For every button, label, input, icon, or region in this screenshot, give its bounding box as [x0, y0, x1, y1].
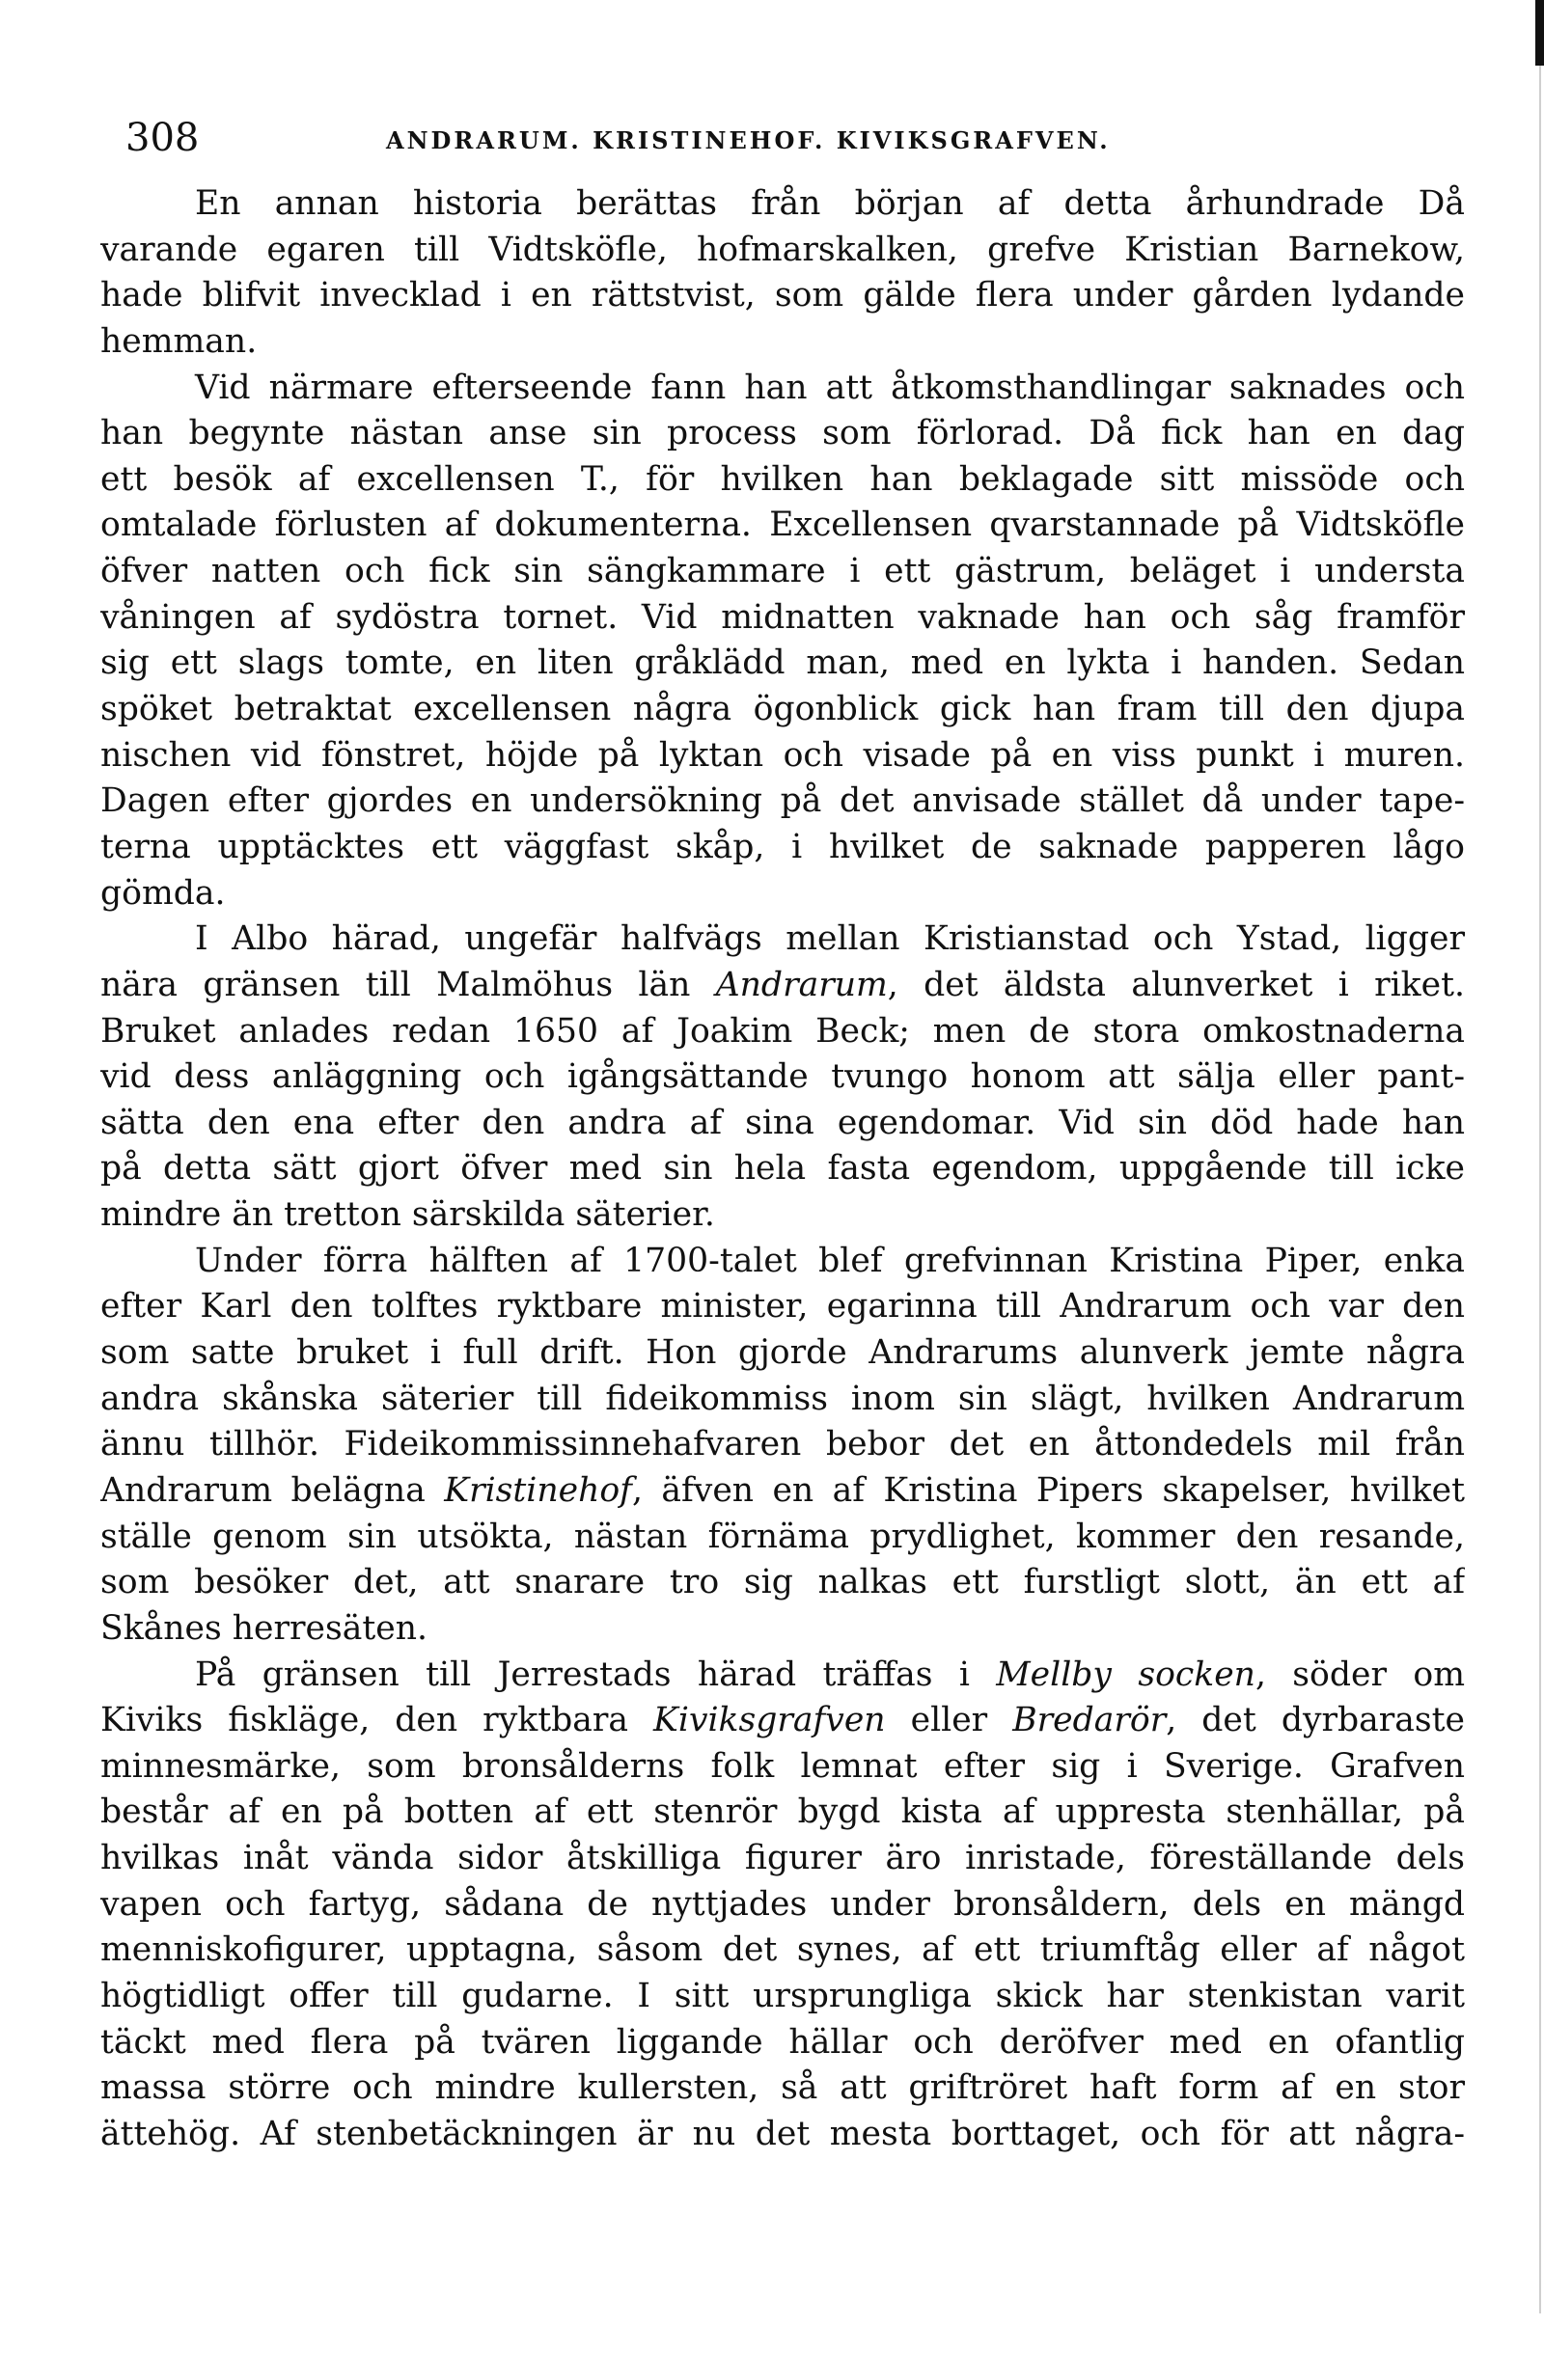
italic-place-name: Kristinehof: [444, 1470, 632, 1510]
text-line-content: Dagen efter gjordes en undersökning på det anvisade stället då under tape-: [100, 781, 1465, 821]
italic-place-name: Kiviksgrafven: [653, 1701, 886, 1740]
text-line-content: ännu tillhör. Fideikommissinnehafvaren bebor det en åttondedels mil från: [100, 1425, 1465, 1464]
text-line-content: gömda.: [100, 873, 226, 913]
text-line: [100, 641, 1465, 687]
text-line-content: Andrarum belägna: [100, 1470, 426, 1510]
text-line-continuation: , det äldsta alunverket i riket.: [887, 965, 1465, 1004]
text-line: [100, 1560, 1465, 1606]
text-line-content: I Albo härad, ungefär halfvägs mellan Kristianstad och Ystad, ligger: [195, 919, 1465, 959]
text-line: [100, 1698, 1465, 1744]
text-line-content: En annan historia berättas från början af detta århundrade Då: [195, 184, 1465, 223]
text-line-content: ställe genom sin utsökta, nästan förnäma prydlighet, kommer den resande,: [100, 1517, 1465, 1556]
scan-edge-line: [1539, 66, 1541, 2313]
text-line: [100, 1377, 1465, 1423]
text-line-content: hemman.: [100, 321, 258, 361]
text-line: [100, 1744, 1465, 1791]
text-line: [100, 1515, 1465, 1561]
text-line: [100, 916, 1465, 963]
text-line-content: andra skånska säterier till fideikommiss inom sin slägt, hvilken Andrarum: [100, 1379, 1465, 1418]
text-line-content: sig ett slags tomte, en liten gråklädd man, med en lykta i handen. Sedan: [100, 643, 1465, 683]
text-line-content: som satte bruket i full drift. Hon gjorde Andrarums alunverk jemte några: [100, 1333, 1465, 1373]
text-line: [100, 1606, 1465, 1653]
text-line-content: massa större och mindre kullersten, så att griftröret haft form af en stor: [100, 2068, 1465, 2108]
text-line: [100, 1468, 1465, 1515]
text-line-content: nischen vid fönstret, höjde på lyktan och visade på en viss punkt i muren.: [100, 735, 1465, 775]
text-line: [100, 1330, 1465, 1377]
text-line-content: han begynte nästan anse sin process som förlorad. Då fick han en dag: [100, 414, 1465, 453]
text-line-continuation: , söder om: [1254, 1655, 1465, 1694]
text-line: [100, 733, 1465, 780]
text-line: [100, 181, 1465, 228]
text-line-content: ättehög. Af stenbetäckningen är nu det mesta borttaget, och för att några-: [100, 2114, 1465, 2153]
text-line: [100, 1192, 1465, 1239]
text-line: [100, 2065, 1465, 2112]
page-number: 308: [125, 116, 200, 160]
text-line-content: Vid närmare efterseende fann han att åtkomsthandlingar saknades och: [195, 368, 1465, 407]
text-line-content: täckt med flera på tvären liggande hällar och deröfver med en ofantlig: [100, 2022, 1465, 2062]
text-line: [100, 366, 1465, 412]
text-line: [100, 779, 1465, 825]
text-line-content: terna upptäcktes ett väggfast skåp, i hvilket de saknade papperen lågo: [100, 827, 1465, 866]
text-line-content: består af en på botten af ett stenrör bygd kista af uppresta stenhällar, på: [100, 1792, 1465, 1832]
text-line-content: Kiviks fiskläge, den ryktbara: [100, 1701, 628, 1740]
text-line-content: hvilkas inåt vända sidor åtskilliga figurer äro inristade, föreställande dels: [100, 1839, 1465, 1878]
text-line: [100, 457, 1465, 504]
text-line: [100, 871, 1465, 917]
text-line: [100, 1239, 1465, 1285]
text-line: [100, 2112, 1465, 2158]
text-line: [100, 1790, 1465, 1836]
text-line-content: som besöker det, att snarare tro sig nalkas ett furstligt slott, än ett af: [100, 1563, 1465, 1602]
text-line: [100, 411, 1465, 457]
body-text: [100, 181, 1465, 2158]
text-line-content: på detta sätt gjort öfver med sin hela fasta egendom, uppgående till icke: [100, 1149, 1465, 1189]
text-line: [100, 1284, 1465, 1330]
text-line-content: Bruket anlades redan 1650 af Joakim Beck; men de stora omkostnaderna: [100, 1011, 1465, 1051]
text-line-continuation: eller: [885, 1701, 1013, 1740]
text-line-content: Under förra hälften af 1700-talet blef grefvinnan Kristina Piper, enka: [195, 1241, 1465, 1280]
text-line: [100, 1054, 1465, 1101]
text-line: [100, 273, 1465, 319]
text-line: [100, 1101, 1465, 1147]
text-line-content: spöket betraktat excellensen några ögonblick gick han fram till den djupa: [100, 690, 1465, 729]
text-line: [100, 1928, 1465, 1974]
text-line-content: hade blifvit invecklad i en rättstvist, som gälde flera under gården lydande: [100, 276, 1465, 315]
italic-place-name: Andrarum: [715, 965, 888, 1004]
text-line-content: högtidligt offer till gudarne. I sitt ursprungliga skick har stenkistan varit: [100, 1976, 1465, 2015]
text-line: [100, 1653, 1465, 1699]
scan-edge-mark: [1535, 0, 1544, 66]
text-line: [100, 503, 1465, 549]
text-line-content: menniskofigurer, upptagna, såsom det synes, af ett triumftåg eller af något: [100, 1930, 1465, 1970]
text-line: [100, 1882, 1465, 1929]
text-line-content: varande egaren till Vidtsköfle, hofmarskalken, grefve Kristian Barnekow,: [100, 230, 1465, 269]
text-line: [100, 2020, 1465, 2066]
text-line-content: sätta den ena efter den andra af sina egendomar. Vid sin död hade han: [100, 1103, 1465, 1142]
text-line: [100, 1836, 1465, 1882]
text-line: [100, 1009, 1465, 1055]
text-line: [100, 1146, 1465, 1192]
running-head: ANDRARUM. KRISTINEHOF. KIVIKSGRAFVEN.: [386, 126, 1111, 154]
page-header: [125, 114, 1469, 162]
text-line-content: Skånes herresäten.: [100, 1608, 427, 1648]
text-line: [100, 319, 1465, 366]
text-line: [100, 1974, 1465, 2020]
text-line: [100, 963, 1465, 1009]
text-line: [100, 825, 1465, 871]
text-line-content: På gränsen till Jerrestads härad träffas i: [195, 1655, 970, 1694]
text-line-continuation: , det dyrbaraste: [1166, 1701, 1465, 1740]
text-line: [100, 595, 1465, 642]
text-line-content: minnesmärke, som bronsålderns folk lemnat efter sig i Sverige. Grafven: [100, 1746, 1465, 1786]
text-line-continuation: , äfven en af Kristina Pipers skapelser, hvilket: [631, 1470, 1465, 1510]
text-line-content: våningen af sydöstra tornet. Vid midnatten vaknade han och såg framför: [100, 597, 1465, 637]
text-line-content: mindre än tretton särskilda säterier.: [100, 1195, 715, 1235]
text-line-content: vapen och fartyg, sådana de nyttjades under bronsåldern, dels en mängd: [100, 1884, 1465, 1924]
text-line-content: vid dess anläggning och igångsättande tvungo honom att sälja eller pant-: [100, 1057, 1465, 1097]
italic-place-name: Bredarör: [1012, 1701, 1167, 1740]
text-line-content: nära gränsen till Malmöhus län: [100, 965, 691, 1004]
text-line-content: efter Karl den tolftes ryktbare minister, egarinna till Andrarum och var den: [100, 1287, 1465, 1327]
text-line-content: omtalade förlusten af dokumenterna. Excellensen qvarstannade på Vidtsköfle: [100, 506, 1465, 545]
text-line: [100, 687, 1465, 733]
italic-place-name: Mellby socken: [996, 1655, 1255, 1694]
text-line: [100, 549, 1465, 595]
text-line-content: öfver natten och fick sin sängkammare i ett gästrum, beläget i understa: [100, 552, 1465, 591]
text-line: [100, 228, 1465, 274]
text-line-content: ett besök af excellensen T., för hvilken han beklagade sitt missöde och: [100, 459, 1465, 499]
text-line: [100, 1422, 1465, 1468]
